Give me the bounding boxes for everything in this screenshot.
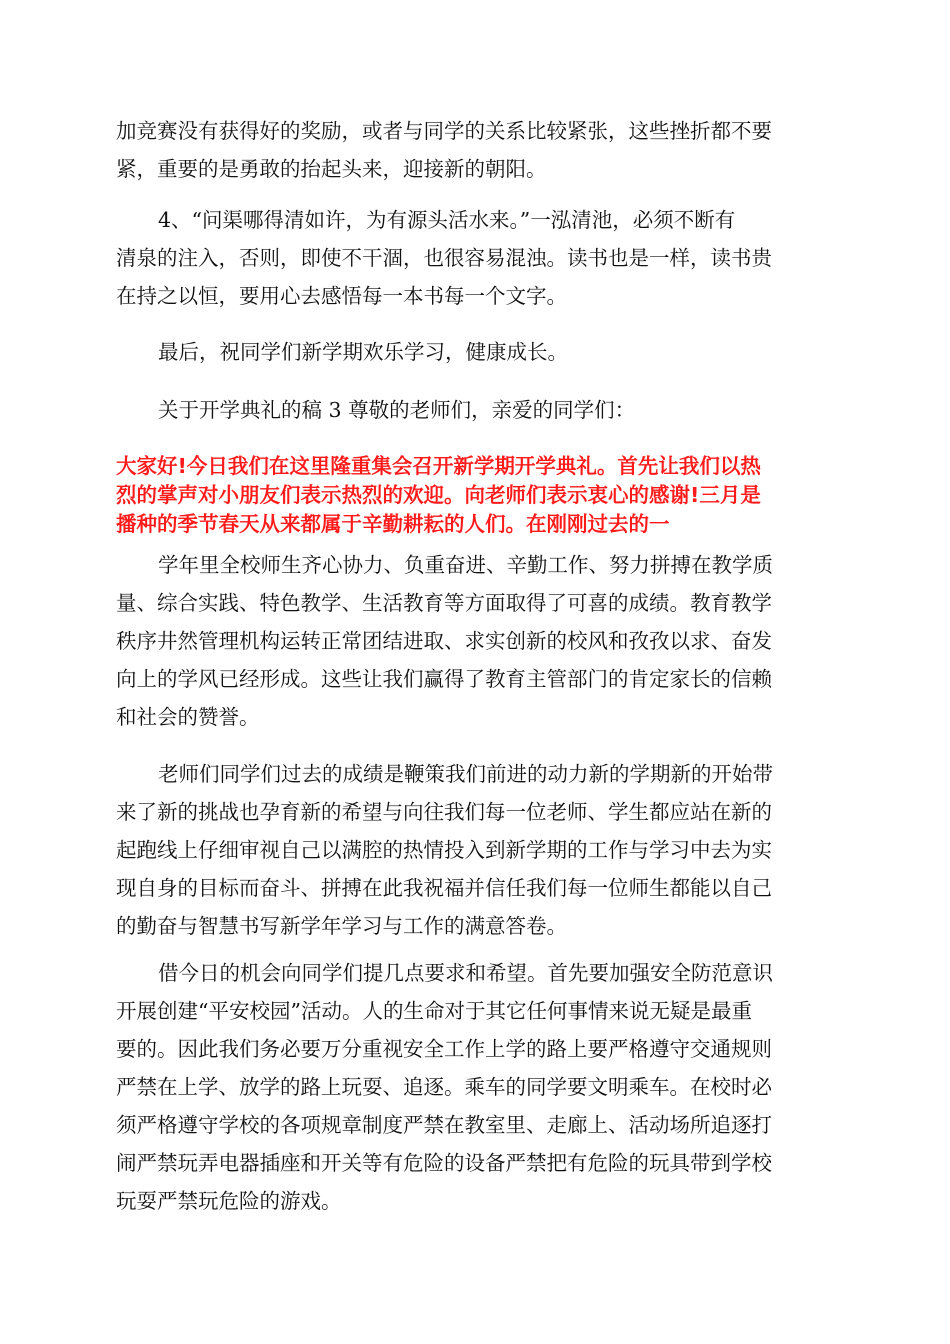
text-line: 老师们同学们过去的成绩是鞭策我们前进的动力新的学期新的开始带 [158, 762, 773, 786]
text-line: 紧，重要的是勇敢的抬起头来，迎接新的朝阳。 [116, 157, 547, 181]
text-line: 4、“问渠哪得清如许，为有源头活水来。”一泓清池，必须不断有 [158, 208, 736, 232]
highlighted-line: 烈的掌声对小朋友们表示热烈的欢迎。向老师们表示衷心的感谢!三月是 [116, 483, 761, 507]
text-line: 量、综合实践、特色教学、生活教育等方面取得了可喜的成绩。教育教学 [116, 591, 772, 615]
text-line: 最后，祝同学们新学期欢乐学习，健康成长。 [158, 340, 568, 364]
text-line: 和社会的赞誉。 [116, 705, 260, 729]
text-line: 在持之以恒，要用心去感悟每一本书每一个文字。 [116, 284, 567, 308]
text-line: 来了新的挑战也孕育新的希望与向往我们每一位老师、学生都应站在新的 [116, 800, 772, 824]
highlighted-line: 播种的季节春天从来都属于辛勤耕耘的人们。在刚刚过去的一 [116, 512, 670, 536]
text-line: 秩序井然管理机构运转正常团结进取、求实创新的校风和孜孜以求、奋发 [116, 629, 772, 653]
text-line: 学年里全校师生齐心协力、负重奋进、辛勤工作、努力拼搏在教学质 [158, 553, 773, 577]
highlighted-line: 大家好!今日我们在这里隆重集会召开新学期开学典礼。首先让我们以热 [116, 454, 761, 478]
text-line: 开展创建“平安校园”活动。人的生命对于其它任何事情来说无疑是最重 [116, 999, 752, 1023]
text-line: 玩耍严禁玩危险的游戏。 [116, 1189, 342, 1213]
text-line: 起跑线上仔细审视自己以满腔的热情投入到新学期的工作与学习中去为实 [116, 838, 772, 862]
text-line: 加竞赛没有获得好的奖励，或者与同学的关系比较紧张，这些挫折都不要 [116, 119, 772, 143]
text-line: 的勤奋与智慧书写新学年学习与工作的满意答卷。 [116, 914, 567, 938]
text-line: 现自身的目标而奋斗、拼搏在此我祝福并信任我们每一位师生都能以自己 [116, 876, 772, 900]
text-line: 清泉的注入，否则，即使不干涸，也很容易混浊。读书也是一样，读书贵 [116, 246, 772, 270]
text-line: 须严格遵守学校的各项规章制度严禁在教室里、走廊上、活动场所追逐打 [116, 1113, 772, 1137]
text-line: 严禁在上学、放学的路上玩耍、追逐。乘车的同学要文明乘车。在校时必 [116, 1075, 772, 1099]
text-line: 闹严禁玩弄电器插座和开关等有危险的设备严禁把有危险的玩具带到学校 [116, 1151, 772, 1175]
text-line: 向上的学风已经形成。这些让我们赢得了教育主管部门的肯定家长的信赖 [116, 667, 772, 691]
text-line: 借今日的机会向同学们提几点要求和希望。首先要加强安全防范意识 [158, 961, 773, 985]
text-line: 关于开学典礼的稿 3 尊敬的老师们，亲爱的同学们： [158, 398, 636, 422]
text-line: 要的。因此我们务必要万分重视安全工作上学的路上要严格遵守交通规则 [116, 1037, 772, 1061]
